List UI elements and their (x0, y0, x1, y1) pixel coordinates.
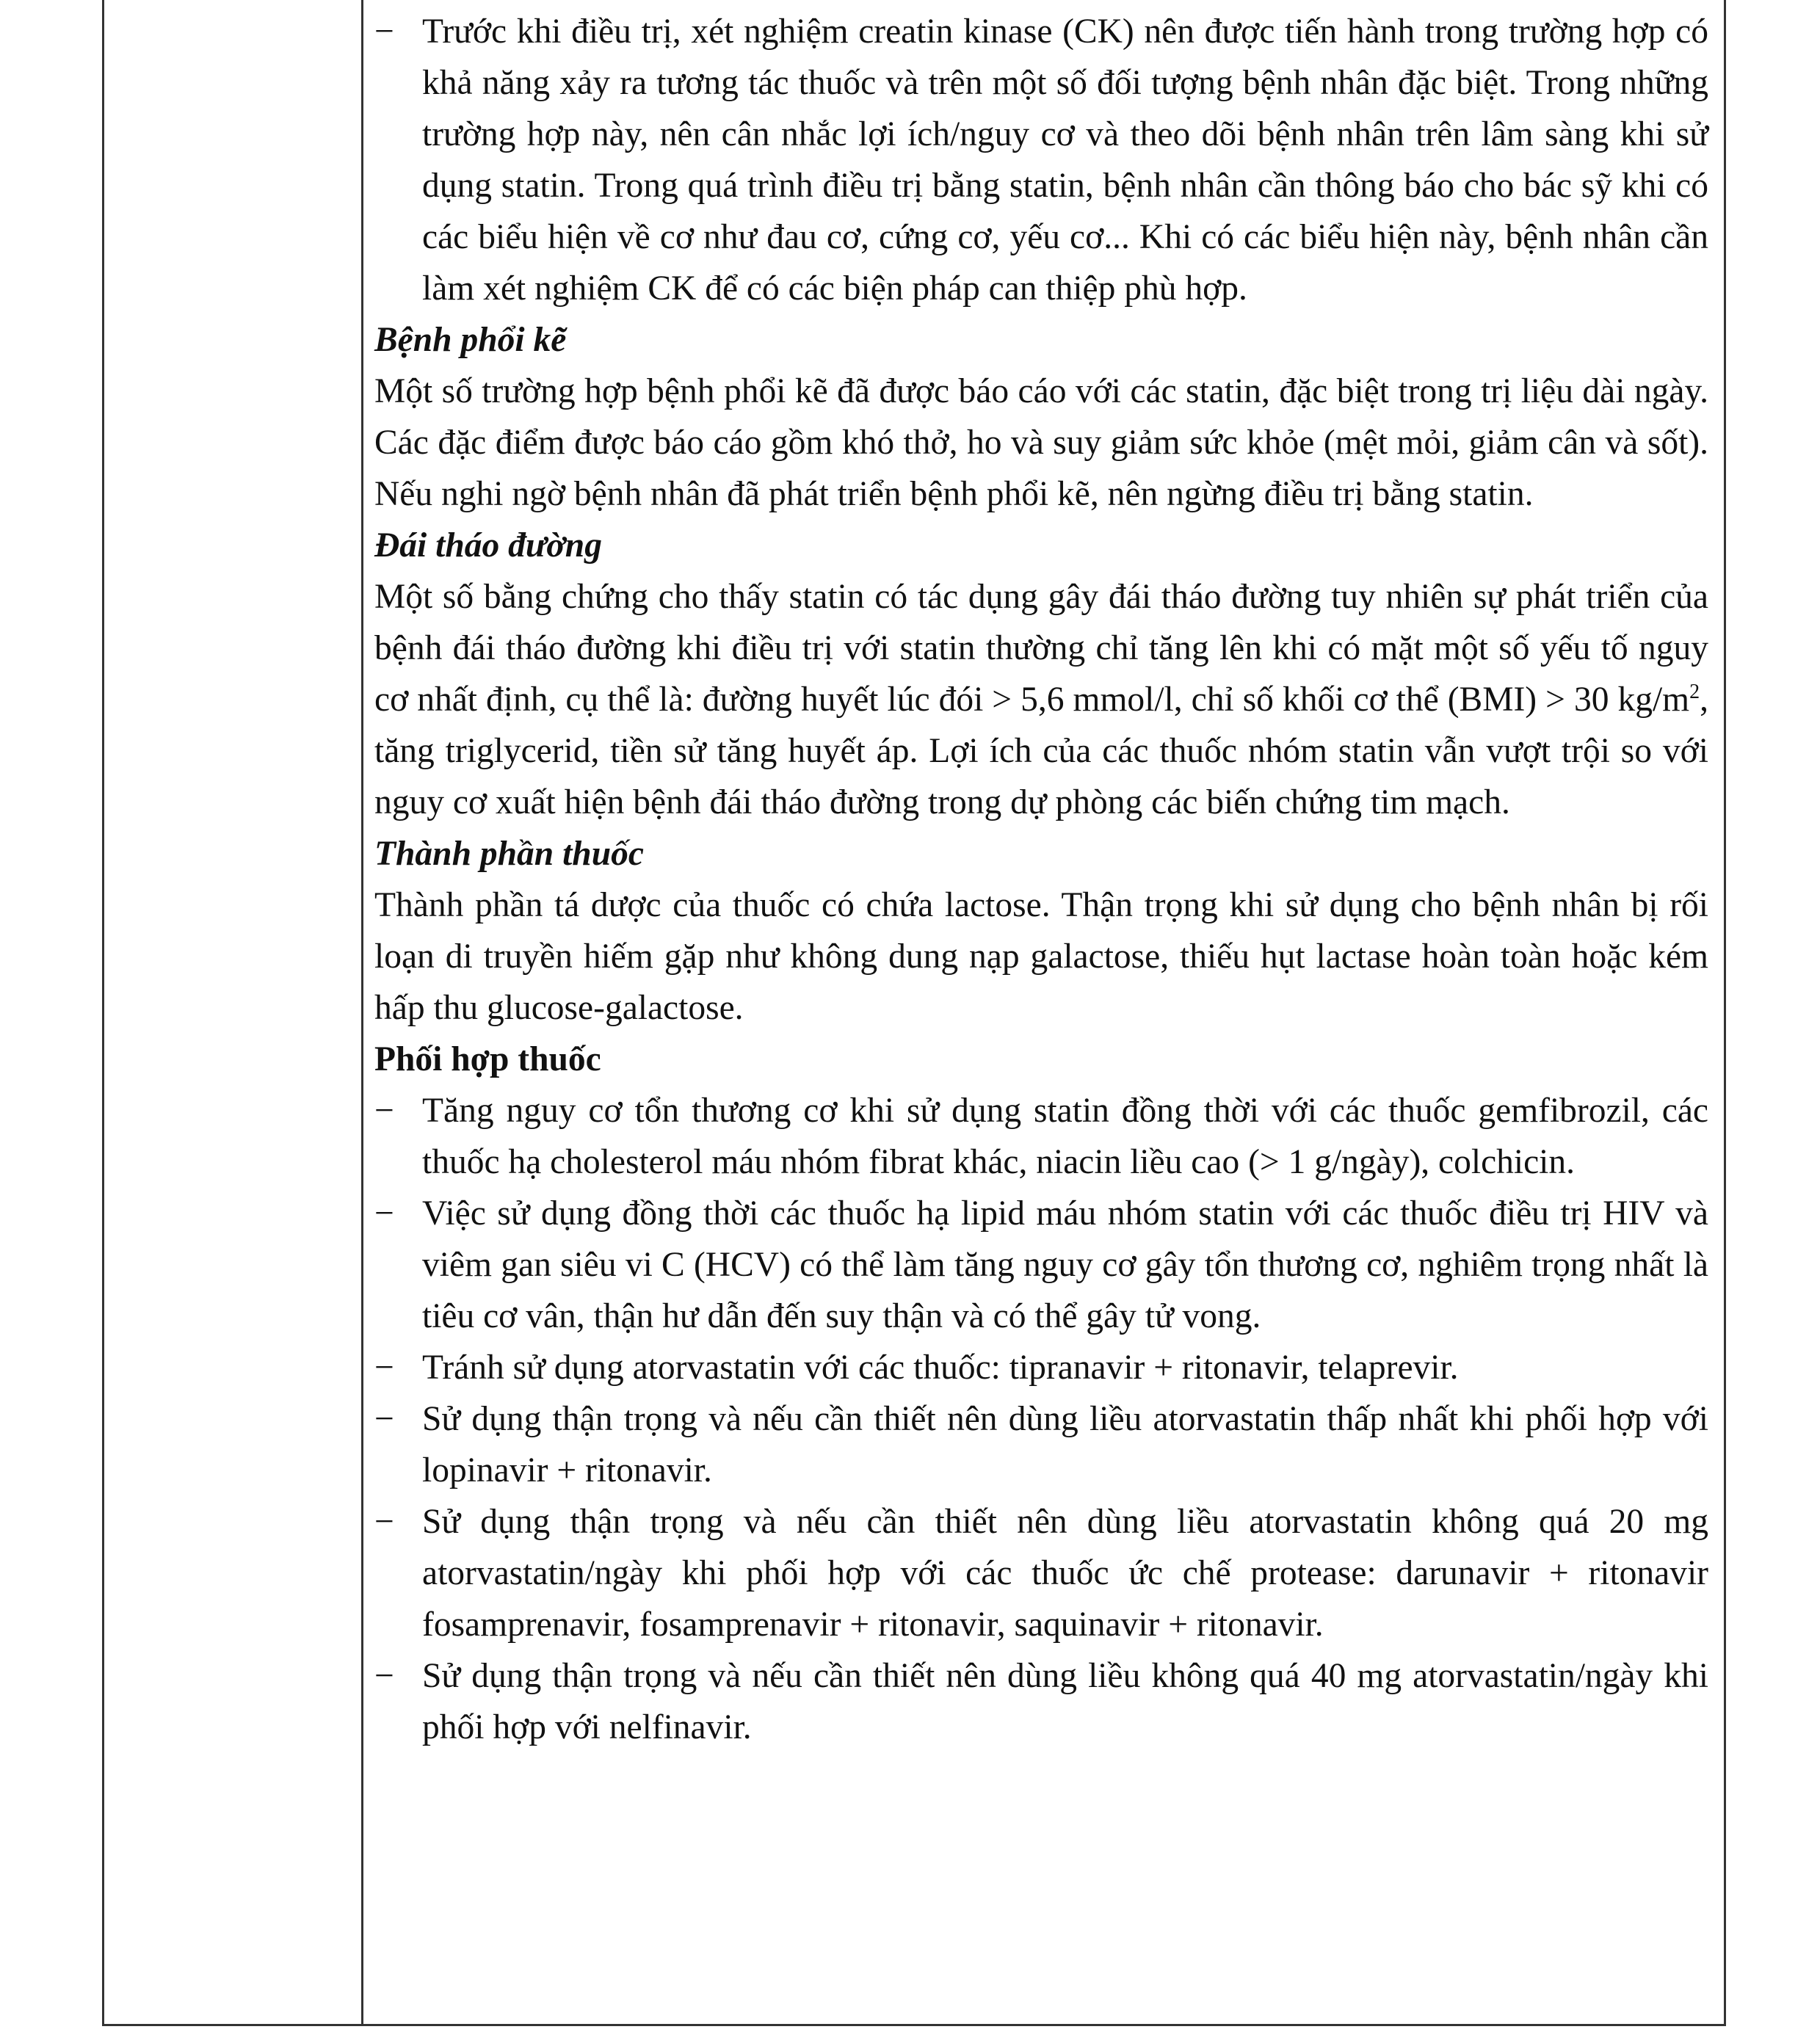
list-item-text: Việc sử dụng đồng thời các thuốc hạ lipid máu nhóm statin với các thuốc điều trị HIV và viêm gan siêu vi C (HCV) có thể làm tăng nguy cơ gây tổn thương cơ, nghiêm trọng nhất là tiêu cơ vân, thận hư dẫn đến suy thận và có thể gây tử vong. (422, 1194, 1708, 1335)
dash-bullet: − (374, 1349, 394, 1387)
list-item-text: Sử dụng thận trọng và nếu cần thiết nên dùng liều atorvastatin không quá 20 mg atorvastatin/ngày khi phối hợp với các thuốc ức chế protease: darunavir + ritonavir fosamprenavir, fosamprenavir + ritonavir, saquinavir + ritonavir. (422, 1503, 1708, 1644)
dash-bullet: − (374, 1657, 394, 1695)
list-item-text: Trước khi điều trị, xét nghiệm creatin kinase (CK) nên được tiến hành trong trường hợp có khả năng xảy ra tương tác thuốc và trên một số đối tượng bệnh nhân đặc biệt. Trong những trường hợp này, nên cân nhắc lợi ích/nguy cơ và theo dõi bệnh nhân trên lâm sàng khi sử dụng statin. Trong quá trình điều trị bằng statin, bệnh nhân cần thông báo cho bác sỹ khi có các biểu hiện về cơ như đau cơ, cứng cơ, yếu cơ... Khi có các biểu hiện này, bệnh nhân cần làm xét nghiệm CK để có các biện pháp can thiệp phù hợp. (422, 12, 1708, 308)
paragraph-diabetes (374, 571, 1708, 828)
list-item (374, 1342, 1708, 1393)
list-item (374, 1650, 1708, 1753)
diabetes-text-part2: , tăng triglycerid, tiền sử tăng huyết áp. Lợi ích của các thuốc nhóm statin vẫn vượt trội so với nguy cơ xuất hiện bệnh đái tháo đường trong dự phòng các biến chứng tim mạch. (374, 681, 1708, 821)
list-item (374, 1085, 1708, 1188)
list-item (374, 6, 1708, 314)
dash-bullet: − (374, 1092, 394, 1130)
list-item-text: Sử dụng thận trọng và nếu cần thiết nên dùng liều atorvastatin thấp nhất khi phối hợp với lopinavir + ritonavir. (422, 1400, 1708, 1489)
list-item (374, 1496, 1708, 1650)
list-item-text: Tránh sử dụng atorvastatin với các thuốc: tipranavir + ritonavir, telaprevir. (422, 1349, 1459, 1387)
column-divider (361, 0, 363, 2024)
superscript: 2 (1689, 681, 1700, 704)
dash-bullet: − (374, 1503, 394, 1541)
list-item-text: Sử dụng thận trọng và nếu cần thiết nên dùng liều không quá 40 mg atorvastatin/ngày khi phối hợp với nelfinavir. (422, 1657, 1708, 1746)
section-heading-diabetes: Đái tháo đường (374, 526, 602, 565)
dash-bullet: − (374, 12, 394, 51)
section-heading-interactions: Phối hợp thuốc (374, 1040, 601, 1078)
dash-bullet: − (374, 1194, 394, 1233)
list-item (374, 1188, 1708, 1342)
cell-content (374, 6, 1708, 1753)
section-heading-ild: Bệnh phổi kẽ (374, 321, 567, 359)
list-item-text: Tăng nguy cơ tổn thương cơ khi sử dụng statin đồng thời với các thuốc gemfibrozil, các thuốc hạ cholesterol máu nhóm fibrat khác, niacin liều cao (> 1 g/ngày), colchicin. (422, 1092, 1708, 1181)
list-item (374, 1393, 1708, 1496)
paragraph-ild: Một số trường hợp bệnh phổi kẽ đã được báo cáo với các statin, đặc biệt trong trị liệu dài ngày. Các đặc điểm được báo cáo gồm khó thở, ho và suy giảm sức khỏe (mệt mỏi, giảm cân và sốt). Nếu nghi ngờ bệnh nhân đã phát triển bệnh phổi kẽ, nên ngừng điều trị bằng statin. (374, 372, 1708, 513)
diabetes-text-part1: Một số bằng chứng cho thấy statin có tác dụng gây đái tháo đường tuy nhiên sự phát triển của bệnh đái tháo đường khi điều trị với statin thường chỉ tăng lên khi có mặt một số yếu tố nguy cơ nhất định, cụ thể là: đường huyết lúc đói > 5,6 mmol/l, chỉ số khối cơ thể (BMI) > 30 kg/m (374, 578, 1708, 719)
dash-bullet: − (374, 1400, 394, 1438)
paragraph-composition: Thành phần tá dược của thuốc có chứa lactose. Thận trọng khi sử dụng cho bệnh nhân bị rối loạn di truyền hiếm gặp như không dung nạp galactose, thiếu hụt lactase hoàn toàn hoặc kém hấp thu glucose-galactose. (374, 886, 1708, 1027)
section-heading-composition: Thành phần thuốc (374, 835, 644, 873)
